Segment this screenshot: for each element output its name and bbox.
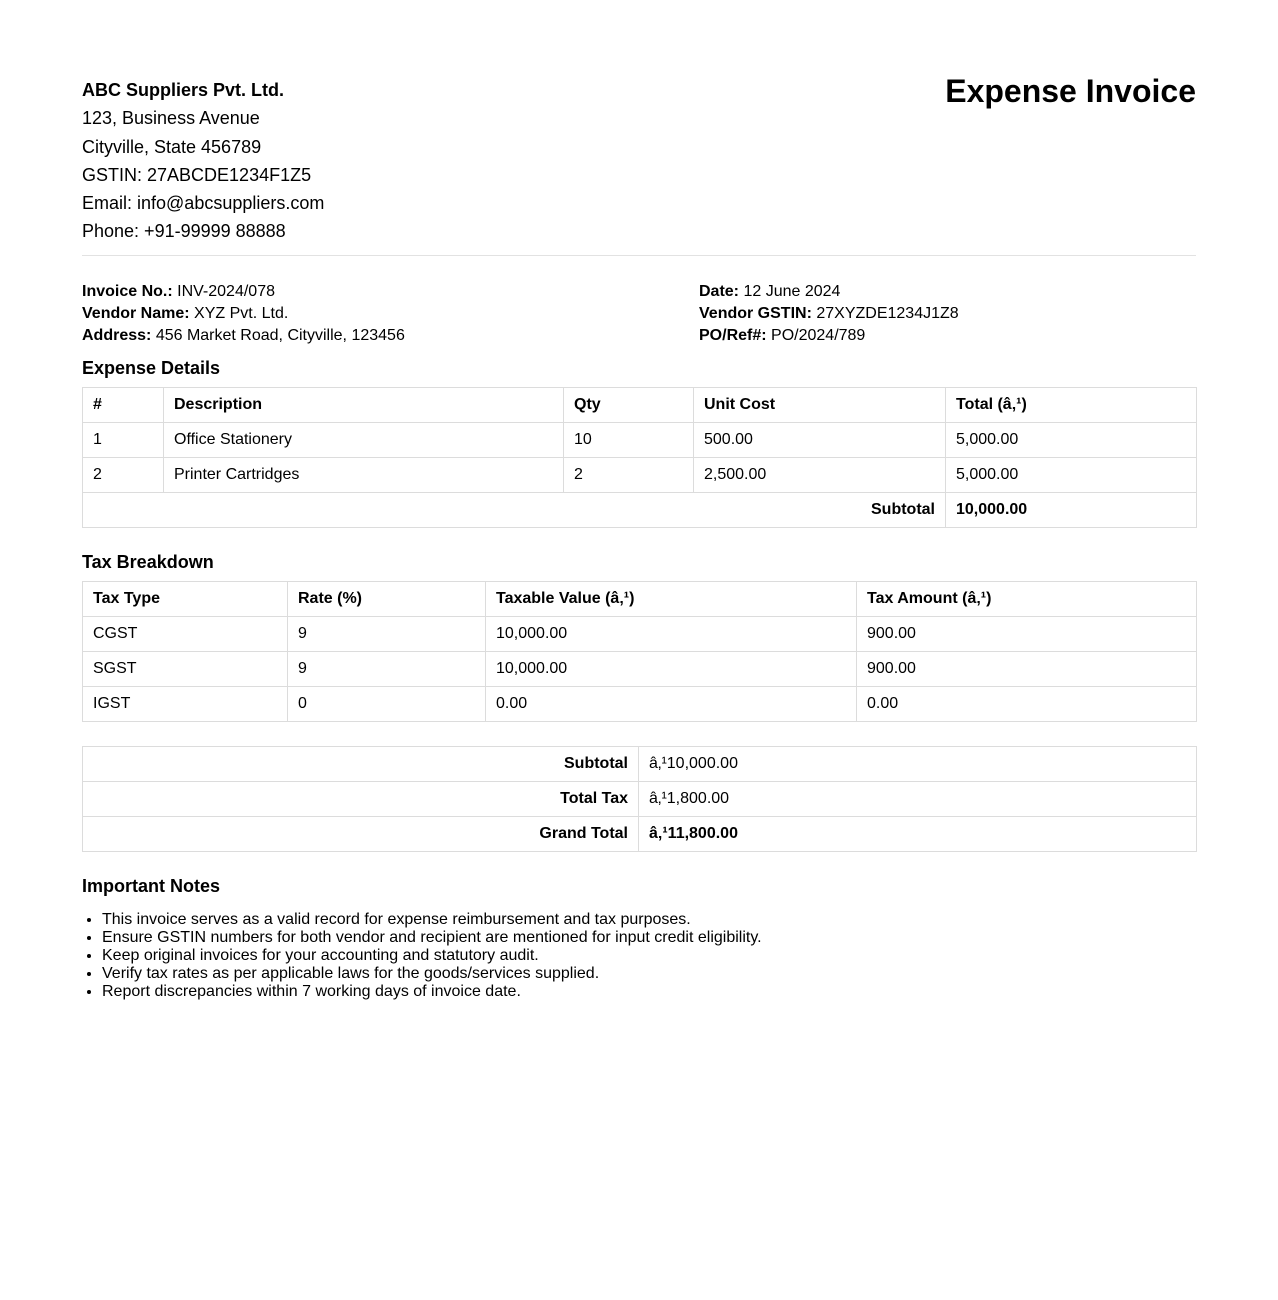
company-block	[82, 76, 324, 246]
totals-tax-label: Total Tax	[83, 782, 639, 817]
meta-address	[82, 325, 405, 347]
list-item: • Verify tax rates as per applicable laws for the goods/services supplied.	[102, 965, 762, 983]
po-ref-value: PO/2024/789	[771, 327, 866, 344]
totals-subtotal-row	[83, 747, 1197, 782]
table-row	[83, 423, 1197, 458]
tax-cell: 900.00	[857, 652, 1197, 687]
expense-cell: Office Stationery	[164, 423, 564, 458]
tax-cell: 9	[288, 617, 486, 652]
tax-cell: SGST	[83, 652, 288, 687]
vendor-gstin-label: Vendor GSTIN:	[699, 305, 812, 322]
grand-total-value: â‚¹11,800.00	[639, 817, 1197, 852]
expense-col-total: Total (â‚¹)	[946, 388, 1197, 423]
totals-table	[82, 746, 1197, 852]
expense-header-row	[83, 388, 1197, 423]
company-address-line2: Cityville, State 456789	[82, 136, 262, 157]
tax-col-rate: Rate (%)	[288, 582, 486, 617]
meta-po-ref	[699, 325, 959, 347]
tax-cell: 10,000.00	[486, 652, 857, 687]
table-row	[83, 617, 1197, 652]
expense-cell: 2	[564, 458, 694, 493]
expense-table	[82, 387, 1197, 528]
expense-subtotal-label: Subtotal	[83, 493, 946, 528]
expense-cell: 5,000.00	[946, 458, 1197, 493]
table-row	[83, 652, 1197, 687]
tax-cell: IGST	[83, 687, 288, 722]
grand-total-label: Grand Total	[83, 817, 639, 852]
company-name: ABC Suppliers Pvt. Ltd.	[82, 80, 285, 100]
expense-cell: 2	[83, 458, 164, 493]
tax-cell: 0	[288, 687, 486, 722]
vendor-name-label: Vendor Name:	[82, 305, 190, 322]
tax-header-row	[83, 582, 1197, 617]
table-row	[83, 458, 1197, 493]
vendor-name-value: XYZ Pvt. Ltd.	[194, 305, 289, 322]
table-row	[83, 687, 1197, 722]
list-item: • Ensure GSTIN numbers for both vendor and recipient are mentioned for input credit eligibility.	[102, 929, 762, 947]
tax-breakdown-title: Tax Breakdown	[82, 552, 214, 572]
invoice-no-label: Invoice No.:	[82, 283, 173, 300]
company-phone: Phone: +91-99999 88888	[82, 221, 286, 242]
expense-col-qty: Qty	[564, 388, 694, 423]
tax-cell: 900.00	[857, 617, 1197, 652]
totals-tax-row	[83, 782, 1197, 817]
notes-list	[82, 911, 762, 1001]
expense-cell: Printer Cartridges	[164, 458, 564, 493]
tax-table	[82, 581, 1197, 722]
tax-col-tax-amount: Tax Amount (â‚¹)	[857, 582, 1197, 617]
company-gstin: GSTIN: 27ABCDE1234F1Z5	[82, 164, 312, 185]
invoice-no-value: INV-2024/078	[177, 283, 275, 300]
meta-left-column	[82, 281, 405, 347]
expense-subtotal-row	[83, 493, 1197, 528]
address-label: Address:	[82, 327, 152, 344]
expense-cell: 1	[83, 423, 164, 458]
expense-cell: 500.00	[694, 423, 946, 458]
list-item: • Report discrepancies within 7 working days of invoice date.	[102, 983, 762, 1001]
expense-col-unit-cost: Unit Cost	[694, 388, 946, 423]
expense-cell: 10	[564, 423, 694, 458]
po-ref-label: PO/Ref#:	[699, 327, 767, 344]
totals-subtotal-value: â‚¹10,000.00	[639, 747, 1197, 782]
totals-subtotal-label: Subtotal	[83, 747, 639, 782]
important-notes-title: Important Notes	[82, 876, 221, 896]
meta-date	[699, 281, 959, 303]
meta-invoice-no	[82, 281, 405, 303]
invoice-meta	[82, 256, 1196, 356]
address-value: 456 Market Road, Cityville, 123456	[155, 327, 405, 344]
date-value: 12 June 2024	[743, 283, 841, 300]
tax-cell: CGST	[83, 617, 288, 652]
tax-col-taxable-value: Taxable Value (â‚¹)	[486, 582, 857, 617]
tax-cell: 10,000.00	[486, 617, 857, 652]
list-item: • This invoice serves as a valid record for expense reimbursement and tax purposes.	[102, 911, 762, 929]
tax-cell: 0.00	[857, 687, 1197, 722]
vendor-gstin-value: 27XYZDE1234J1Z8	[816, 305, 959, 322]
list-item: • Keep original invoices for your accounting and statutory audit.	[102, 947, 762, 965]
expense-subtotal-value: 10,000.00	[946, 493, 1197, 528]
meta-vendor-name	[82, 303, 405, 325]
totals-grand-row	[83, 817, 1197, 852]
expense-cell: 2,500.00	[694, 458, 946, 493]
document-title: Expense Invoice	[945, 73, 1196, 109]
company-address-line1: 123, Business Avenue	[82, 108, 260, 129]
expense-cell: 5,000.00	[946, 423, 1197, 458]
totals-tax-value: â‚¹1,800.00	[639, 782, 1197, 817]
company-email: Email: info@abcsuppliers.com	[82, 193, 325, 214]
invoice-page	[82, 0, 1196, 1000]
expense-details-title: Expense Details	[82, 358, 221, 378]
meta-right-column	[699, 281, 959, 347]
tax-col-type: Tax Type	[83, 582, 288, 617]
date-label: Date:	[699, 283, 740, 300]
tax-cell: 9	[288, 652, 486, 687]
tax-cell: 0.00	[486, 687, 857, 722]
meta-vendor-gstin	[699, 303, 959, 325]
invoice-header	[82, 0, 1196, 256]
expense-col-number: #	[83, 388, 164, 423]
expense-col-description: Description	[164, 388, 564, 423]
